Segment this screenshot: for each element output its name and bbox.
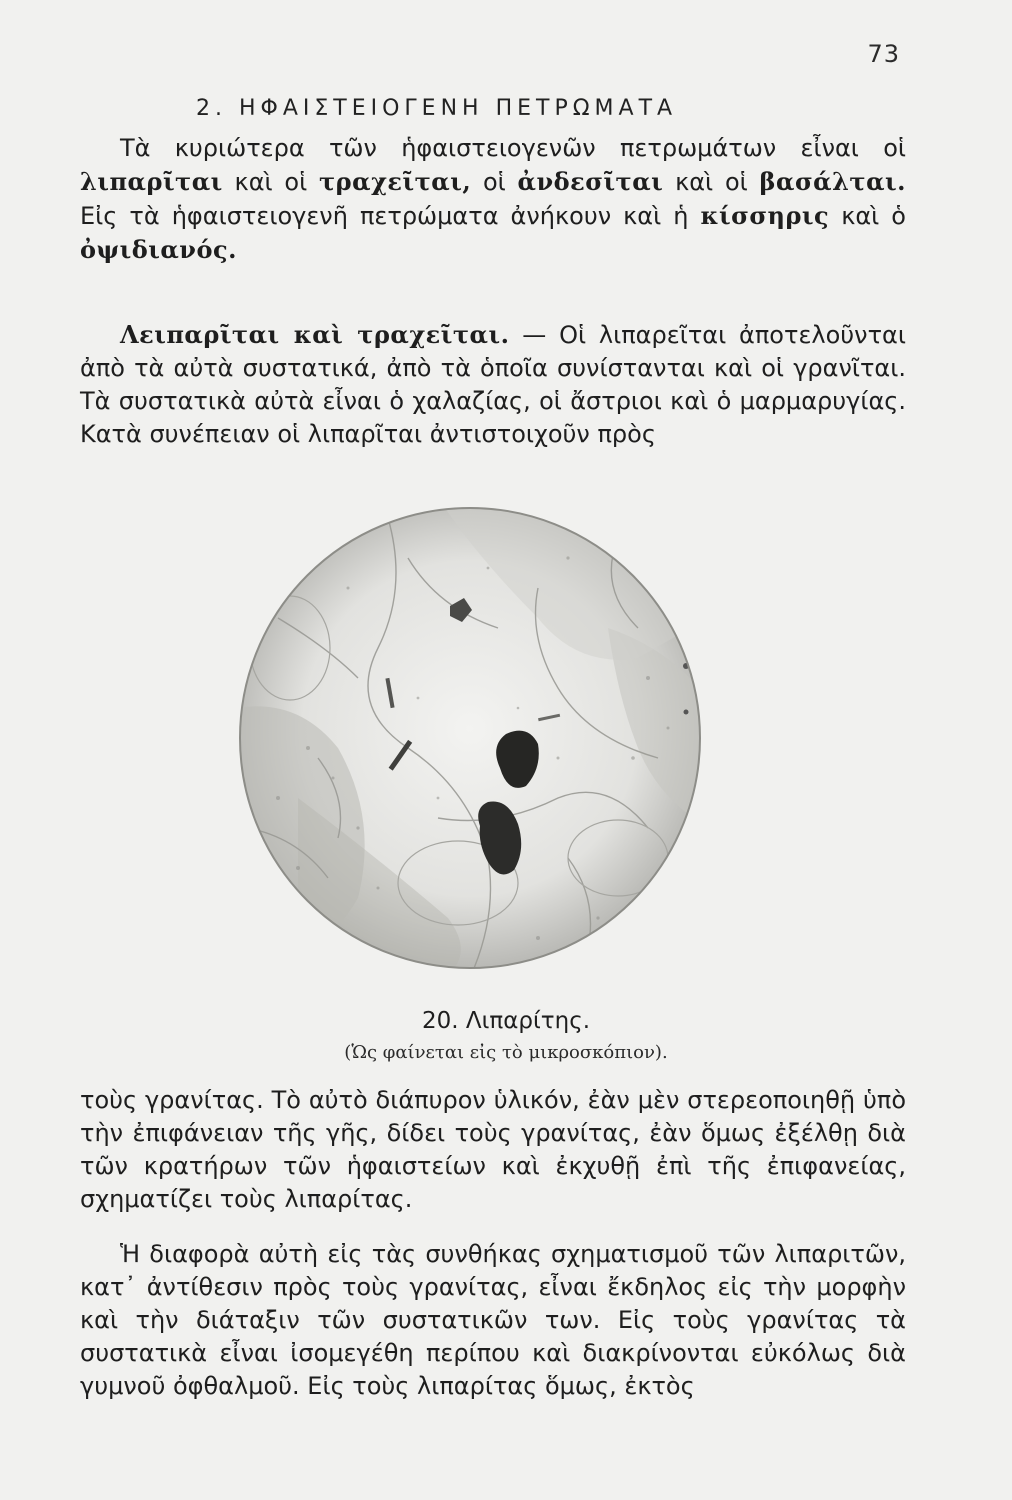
term-pumice: κίσσηρις bbox=[700, 201, 830, 230]
text-run: οἱ bbox=[471, 168, 518, 196]
figure-caption-note: (Ὡς φαίνεται εἰς τὸ μικροσκόπιον). bbox=[344, 1042, 668, 1063]
paragraph-liparites bbox=[80, 318, 906, 451]
figure-caption: 20. Λιπαρίτης. bbox=[421, 1008, 591, 1034]
text-run: καὶ οἱ bbox=[663, 168, 760, 196]
paragraph-difference bbox=[80, 1238, 906, 1403]
paragraph-lead-title: Λειπαρῖται καὶ τραχεῖται. bbox=[120, 320, 510, 349]
term-basalts: βασάλται. bbox=[759, 167, 907, 196]
text-run: Ἡ διαφορὰ αὐτὴ εἰς τὰς συνθήκας σχηματισμοῦ τῶν λιπαριτῶν, κατ᾽ ἀντίθεσιν πρὸς τοὺς γρανίτας, εἶναι ἔκδηλος εἰς τὴν μορφὴν καὶ τὴν διάταξιν τῶν συστατικῶν των. Εἰς τοὺς γρανίτας τὰ συστατικὰ εἶναι ἰσομεγέθη περίπου καὶ διακρίνονται εὐκόλως διὰ γυμνοῦ ὀφθαλμοῦ. Εἰς τοὺς λιπαρίτας ὅμως, ἐκτὸς bbox=[80, 1240, 906, 1400]
text-run: καὶ ὁ bbox=[829, 202, 906, 230]
term-trachytes: τραχεῖται, bbox=[319, 167, 472, 196]
text-run: — Οἱ λιπαρεῖται ἀποτελοῦνται ἀπὸ τὰ αὐτὰ συστατικά, ἀπὸ τὰ ὁποῖα συνίστανται καὶ οἱ γρανῖται. Τὰ συστατικὰ αὐτὰ εἶναι ὁ χαλαζίας, οἱ ἄστριοι καὶ ὁ μαρμαρυγίας. Κατὰ συνέπειαν οἱ λιπαρῖται ἀντιστοιχοῦν πρὸς bbox=[80, 321, 906, 448]
term-obsidian: ὀψιδιανός. bbox=[80, 235, 237, 264]
text-run: Τὰ κυριώτερα τῶν ἡφαιστειογενῶν πετρωμάτων εἶναι οἱ bbox=[120, 134, 906, 162]
text-run: καὶ οἱ bbox=[222, 168, 320, 196]
section-heading: 2. ΗΦΑΙΣΤΕΙΟΓΕΝΗ ΠΕΤΡΩΜΑΤΑ bbox=[196, 96, 678, 121]
text-run: Εἰς τὰ ἡφαιστειογενῆ πετρώματα ἀνήκουν καὶ ἡ bbox=[80, 202, 701, 230]
paragraph-intro bbox=[80, 132, 906, 267]
term-andesites: ἀνδεσῖται bbox=[517, 167, 664, 196]
microscope-image bbox=[238, 498, 708, 982]
paragraph-granites: τοὺς γρανίτας. Τὸ αὐτὸ διάπυρον ὑλικόν, ἐὰν μὲν στερεοποιηθῇ ὑπὸ τὴν ἐπιφάνειαν τῆς γῆς, δίδει τοὺς γρανίτας, ἐὰν ὅμως ἐξέλθῃ διὰ τῶν κρατήρων τῶν ἡφαιστείων καὶ ἐκχυθῇ ἐπὶ τῆς ἐπιφανείας, σχηματίζει τοὺς λιπαρίτας. bbox=[80, 1086, 906, 1213]
term-liparites: λιπαρῖται bbox=[80, 167, 223, 196]
page-number: 73 bbox=[867, 40, 900, 68]
